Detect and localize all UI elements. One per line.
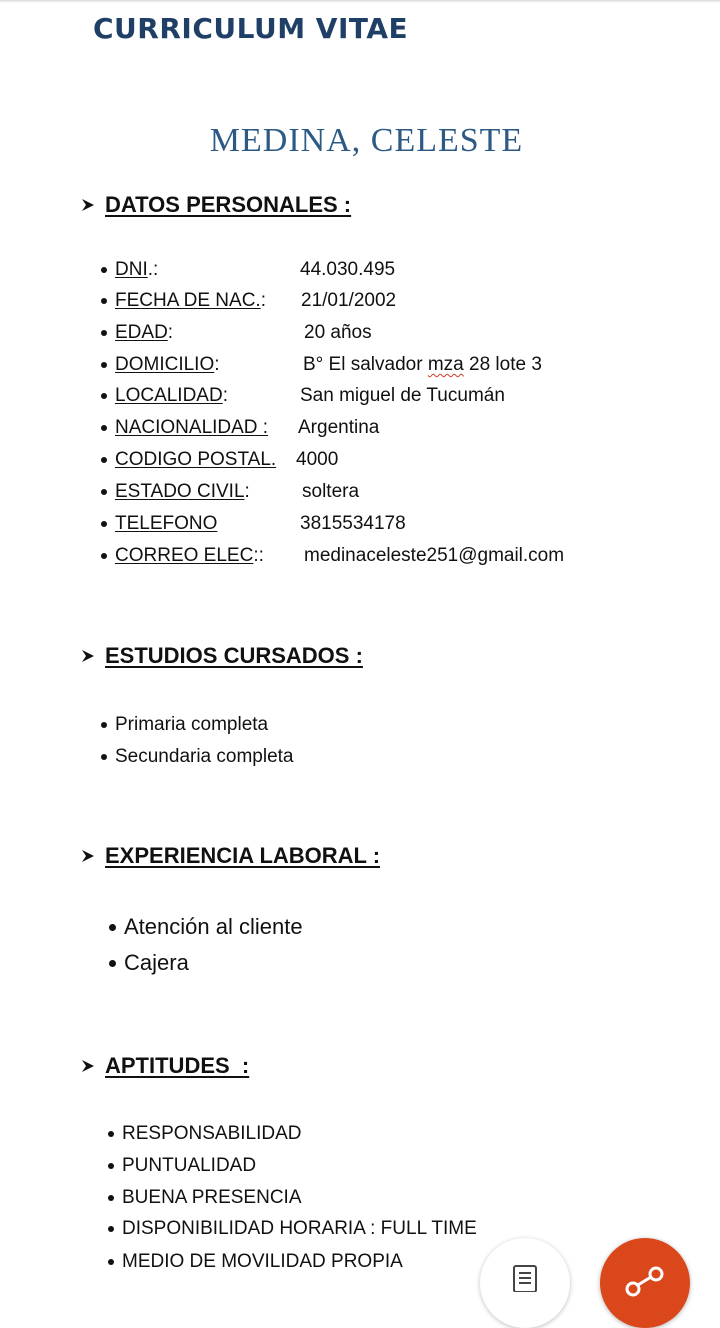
section-heading-skills (80, 1051, 249, 1081)
address-text: 28 lote 3 (463, 354, 542, 375)
bullet (101, 267, 107, 273)
field-label: CODIGO POSTAL. (115, 449, 277, 470)
bullet (101, 489, 107, 495)
field-value: San miguel de Tucumán (300, 385, 505, 406)
list-item-text: PUNTUALIDAD (122, 1155, 257, 1176)
field-label: EDAD (115, 322, 168, 343)
list-item (101, 446, 276, 474)
bullet (109, 924, 116, 931)
list-item (101, 711, 268, 739)
field-label: DOMICILIO (115, 354, 215, 375)
list-item (101, 319, 173, 347)
field-separator: : (222, 385, 228, 406)
list-item (108, 1184, 302, 1212)
list-item (101, 542, 264, 570)
bullet (109, 960, 116, 967)
top-shadow (0, 0, 720, 3)
bullet (101, 393, 107, 399)
field-label: NACIONALIDAD : (115, 417, 269, 438)
share-button[interactable] (600, 1238, 690, 1328)
bullet (101, 722, 107, 728)
list-item-text: Secundaria completa (115, 746, 294, 767)
field-label: ESTADO CIVIL (115, 481, 245, 502)
field-value: 4000 (296, 449, 339, 470)
list-item (101, 256, 158, 284)
arrow-bullet-icon (80, 1058, 96, 1074)
field-value: 21/01/2002 (301, 290, 397, 311)
field-separator: : (214, 354, 220, 375)
bullet (101, 754, 107, 760)
list-item (101, 743, 294, 771)
list-item (101, 351, 220, 379)
bullet (101, 298, 107, 304)
field-value: Argentina (298, 417, 380, 438)
list-item-text: Cajera (124, 950, 189, 975)
person-name: MEDINA, CELESTE (209, 122, 524, 159)
field-value: 44.030.495 (300, 259, 396, 280)
list-item-text: MEDIO DE MOVILIDAD PROPIA (122, 1251, 403, 1272)
list-item-text: BUENA PRESENCIA (122, 1187, 302, 1208)
field-value: 3815534178 (300, 513, 406, 534)
bullet (101, 553, 107, 559)
document-title: CURRICULUM VITAE (93, 12, 409, 45)
list-item (101, 478, 250, 506)
list-item (109, 911, 303, 943)
bullet (108, 1163, 114, 1169)
list-item-text: DISPONIBILIDAD HORARIA : FULL TIME (122, 1218, 477, 1239)
field-value: soltera (302, 481, 360, 502)
field-separator: : (167, 322, 174, 343)
bullet (108, 1131, 114, 1137)
heading-text: APTITUDES : (105, 1053, 250, 1078)
section-heading-experience (80, 841, 380, 871)
section-heading-personal (80, 190, 351, 220)
list-item (101, 510, 217, 538)
bullet (101, 425, 107, 431)
field-separator: : (244, 481, 250, 502)
field-value (303, 351, 542, 379)
field-label: LOCALIDAD (115, 385, 223, 406)
list-item (101, 414, 268, 442)
list-item (108, 1152, 256, 1180)
bullet (108, 1259, 114, 1265)
field-value: medinaceleste251@gmail.com (304, 545, 565, 566)
field-separator: .: (147, 259, 159, 280)
list-item-text: RESPONSABILIDAD (122, 1123, 302, 1144)
list-item (109, 947, 189, 979)
heading-text: ESTUDIOS CURSADOS : (105, 643, 363, 668)
list-item-text: Atención al cliente (124, 914, 303, 939)
arrow-bullet-icon (80, 197, 96, 213)
list-item (108, 1120, 302, 1148)
field-label: DNI (115, 259, 148, 280)
bullet (101, 457, 107, 463)
bullet (108, 1226, 114, 1232)
list-item-text: Primaria completa (115, 714, 269, 735)
bullet (101, 521, 107, 527)
heading-text: DATOS PERSONALES : (105, 192, 352, 217)
list-item (108, 1248, 403, 1276)
list-item (101, 287, 266, 315)
field-value: 20 años (304, 322, 372, 343)
list-item (101, 382, 228, 410)
bullet (108, 1195, 114, 1201)
field-separator: :: (253, 545, 264, 566)
outline-button[interactable] (480, 1238, 570, 1328)
share-icon (624, 1262, 666, 1304)
heading-text: EXPERIENCIA LABORAL : (105, 843, 381, 868)
field-label: CORREO ELEC (115, 545, 254, 566)
bullet (101, 362, 107, 368)
arrow-bullet-icon (80, 648, 96, 664)
arrow-bullet-icon (80, 848, 96, 864)
field-label: FECHA DE NAC. (115, 290, 261, 311)
spellcheck-word: mza (427, 354, 464, 375)
field-separator: : (260, 290, 266, 311)
field-label: TELEFONO (115, 513, 218, 534)
list-item (108, 1215, 477, 1243)
section-heading-studies (80, 641, 363, 671)
bullet (101, 330, 107, 336)
address-text: B° El salvador (303, 354, 428, 375)
